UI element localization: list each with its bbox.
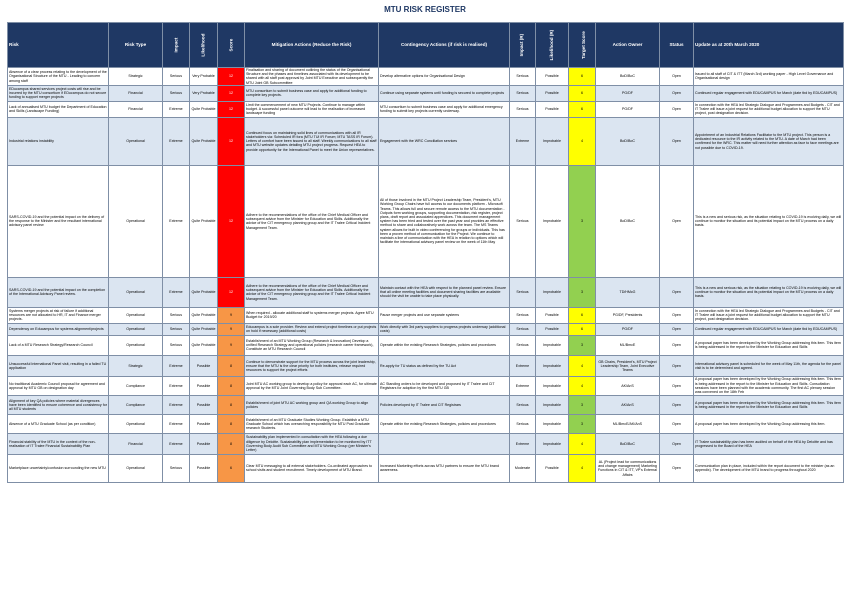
risk-cell: Lack of a MTU Research Strategy/Research Council <box>8 335 109 355</box>
impact-r-cell: Serious <box>510 414 536 433</box>
risk-cell: No traditional Academic Council proposal for agreement and approval by MTU GB on designation day <box>8 376 109 395</box>
impact-r-cell: Serious <box>510 307 536 323</box>
risk-cell: SARS-COVID-19 and the potential impact on the completion of the International Advisory Panel review. <box>8 277 109 307</box>
impact-r-cell: Extreme <box>510 117 536 165</box>
target-score-cell: 3 <box>569 335 596 355</box>
action-owner-cell: PG/DF <box>596 323 660 335</box>
target-score-cell: 3 <box>569 395 596 414</box>
target-score-cell: 6 <box>569 68 596 86</box>
action-owner-cell: GB Chairs, President's, MTU Project Leadership Team, Joint Executive Teams <box>596 355 660 376</box>
header-risk-type: Risk Type <box>109 23 163 68</box>
table-row <box>8 277 844 307</box>
action-owner-cell: AK/AnS <box>596 376 660 395</box>
risk-type-cell: Compliance <box>109 376 163 395</box>
contingency-cell: MTU consortium to submit business case and apply for additional emergency funding to submit key projects currently underway. <box>379 101 510 117</box>
action-owner-cell: BoD/BoC <box>596 433 660 454</box>
target-score-cell: 3 <box>569 414 596 433</box>
status-cell: Open <box>660 454 694 482</box>
risk-cell: Absence of a MTU Graduate School (as per condition) <box>8 414 109 433</box>
contingency-cell: Re-apply for TU status as defined by the TU Act <box>379 355 510 376</box>
update-cell: Continued regular engagement with EDUCAMPUS for March (date tbd by EDUCAMPUS) <box>694 85 844 101</box>
update-cell: Communication plan in place, included within the report document to the minister (as an appendix). The development of the MTU brand to progress throughout 2020 <box>694 454 844 482</box>
score-cell: 12 <box>218 277 245 307</box>
target-score-cell: 4 <box>569 433 596 454</box>
update-cell: Issued to all staff of CIT & ITT (March 3rd) working paper - High Level Governance and Organisational design <box>694 68 844 86</box>
target-score-cell: 3 <box>569 277 596 307</box>
likelihood-cell: Quite Probable <box>190 323 218 335</box>
risk-cell: EDucampus shared services project costs will rise and be incurred by the MTU consortium if EDucampus do not secure funding to support merger projects <box>8 85 109 101</box>
mitigation-cell: Establishment of an MTU Graduate Studies Working Group. Establish a MTU Graduate School which has overarching responsibility for MTU Post Graduate research Students. <box>245 414 379 433</box>
header-score: Score <box>218 23 245 68</box>
score-cell: 9 <box>218 335 245 355</box>
status-cell: Open <box>660 165 694 277</box>
target-score-cell: 4 <box>569 376 596 395</box>
risk-cell: SARS-COVID-19 and the potential impact on the delivery of the response to the Minister and the resultant international advisory panel review <box>8 165 109 277</box>
table-row <box>8 117 844 165</box>
risk-cell: Industrial relations instability <box>8 117 109 165</box>
likelihood-cell: Quite Probable <box>190 277 218 307</box>
action-owner-cell: TD/HMcG <box>596 277 660 307</box>
mitigation-cell: Continued focus on maintaining solid lines of communications with all IR stakeholders via: Scheduled IR fora (MTU TUI IR Forum; MTU TASS IR Forum). Letters of comfort have been issued to all staff. Weekly communications to all staff and MTU website updates detailing MTU project progress. Request HEA to provide opportunity for the International Panel to meet the Union representatives. <box>245 117 379 165</box>
risk-type-cell: Operational <box>109 454 163 482</box>
likelihood-r-cell: Possible <box>536 68 569 86</box>
likelihood-r-cell: Improbable <box>536 433 569 454</box>
risk-cell: Unsuccessful International Panel visit, resulting in a failed TU application <box>8 355 109 376</box>
mitigation-cell: MTU consortium to submit business case and apply for additional funding to complete key projects. <box>245 85 379 101</box>
update-cell: This is a new and serious risk, as the situation relating to COVID-19 is evolving daily, we will continue to monitor the situation and its potential impact on the MTU process on a daily basis. <box>694 277 844 307</box>
status-cell: Open <box>660 395 694 414</box>
status-cell: Open <box>660 335 694 355</box>
likelihood-cell: Possible <box>190 355 218 376</box>
contingency-cell: Operate within the existing Research Strategies, policies and procedures <box>379 414 510 433</box>
table-row <box>8 335 844 355</box>
status-cell: Open <box>660 433 694 454</box>
mitigation-cell: When required - allocate additional staff to systems merger projects. Agree MTU Budget for 2019/20 <box>245 307 379 323</box>
contingency-cell: Develop alternative options for Organisational Design <box>379 68 510 86</box>
action-owner-cell: PG/DF, Presidents <box>596 307 660 323</box>
score-cell: 12 <box>218 101 245 117</box>
action-owner-cell: BoD/BoC <box>596 68 660 86</box>
contingency-cell: AC Standing orders to be developed and proposed by IT Tralee and CIT Registrars for adoption by the first MTU GB <box>379 376 510 395</box>
action-owner-cell: ML/BmcE/AK/AnS <box>596 414 660 433</box>
risk-type-cell: Operational <box>109 165 163 277</box>
risk-cell: Systems merger projects at risk of failure if additional resources are not allocated to HR, IT and Finance merger projects. <box>8 307 109 323</box>
impact-cell: Extreme <box>163 277 190 307</box>
likelihood-r-cell: Possible <box>536 85 569 101</box>
likelihood-r-cell: Possible <box>536 101 569 117</box>
status-cell: Open <box>660 307 694 323</box>
likelihood-cell: Very Probable <box>190 68 218 86</box>
contingency-cell: Continue using separate systems until funding is secured to complete projects <box>379 85 510 101</box>
risk-register-table <box>7 22 844 483</box>
header-mitigation: Mitigation Actions (Reduce the Risk) <box>245 23 379 68</box>
score-cell: 8 <box>218 355 245 376</box>
likelihood-cell: Possible <box>190 395 218 414</box>
target-score-cell: 4 <box>569 454 596 482</box>
update-cell: A proposal paper has been developed by the Working Group addressing this item. This item is being addressed in the report to the Minister for Education and Skills <box>694 335 844 355</box>
status-cell: Open <box>660 277 694 307</box>
action-owner-cell: AL (Project lead for communications and change management) Marketing Functions in CIT & ITT, VP's External Affairs <box>596 454 660 482</box>
status-cell: Open <box>660 85 694 101</box>
impact-r-cell: Serious <box>510 335 536 355</box>
impact-cell: Extreme <box>163 395 190 414</box>
risk-type-cell: Operational <box>109 323 163 335</box>
header-impact-r: Impact (R) <box>510 23 536 68</box>
table-row <box>8 165 844 277</box>
status-cell: Open <box>660 355 694 376</box>
target-score-cell: 6 <box>569 101 596 117</box>
score-cell: 12 <box>218 68 245 86</box>
header-update: Update as at 20th March 2020 <box>694 23 844 68</box>
impact-r-cell: Serious <box>510 101 536 117</box>
impact-cell: Extreme <box>163 165 190 277</box>
mitigation-cell: Finalisation and sharing of document outlining the status of the Organisational Structure and the phases and timelines associated with its development to be shared with all staff post approval by Joint MTU Executive and subsequently the MTU Joint GB Subcommittee <box>245 68 379 86</box>
header-action-owner: Action Owner <box>596 23 660 68</box>
status-cell: Open <box>660 117 694 165</box>
update-cell: A proposal paper has been developed by the Working Group addressing this item. This item is being addressed in the report to the Minister for Education and Skills <box>694 395 844 414</box>
status-cell: Open <box>660 101 694 117</box>
risk-cell: Financial stability of the MTU in the context of the non-realisation of IT Tralee Financial Sustainability Plan <box>8 433 109 454</box>
mitigation-cell: Sustainability plan implemented in consultation with the HEA following a due diligence by Deloitte. Sustainability plan implementation to be monitored by ITT Governing Body Audit Sub Committee and MTU Working Group (per Minister's Letter) <box>245 433 379 454</box>
risk-type-cell: Operational <box>109 335 163 355</box>
mitigation-cell: Establishment of an MTU Working Group (Research & Innovation) Develop a unified Research Strategy and operational policies (research career framework), Constitute an MTU Research Council <box>245 335 379 355</box>
update-cell: A proposal paper has been developed by the Working Group addressing this item. <box>694 414 844 433</box>
action-owner-cell: ML/BmcE <box>596 335 660 355</box>
status-cell: Open <box>660 323 694 335</box>
contingency-cell <box>379 433 510 454</box>
likelihood-r-cell: Possible <box>536 307 569 323</box>
contingency-cell: Engagement with the WRC Conciliation services <box>379 117 510 165</box>
impact-r-cell: Extreme <box>510 433 536 454</box>
impact-cell: Extreme <box>163 101 190 117</box>
score-cell: 9 <box>218 307 245 323</box>
table-row <box>8 85 844 101</box>
contingency-cell: Increased Marketing efforts across MTU partners to ensure the MTU brand awareness. <box>379 454 510 482</box>
impact-cell: Serious <box>163 335 190 355</box>
score-cell: 8 <box>218 433 245 454</box>
update-cell: This is a new and serious risk, as the situation relating to COVID-19 is evolving daily, we will continue to monitor the situation and its potential impact on the MTU process on a daily basis. <box>694 165 844 277</box>
impact-r-cell: Serious <box>510 85 536 101</box>
impact-cell: Extreme <box>163 376 190 395</box>
likelihood-cell: Very Probable <box>190 85 218 101</box>
impact-cell: Serious <box>163 85 190 101</box>
risk-cell: Dependency on Educampus for systems alignment/projects <box>8 323 109 335</box>
risk-cell: Alignment of key QA policies where material divergences have been identified to ensure coherence and consistency for all MTU students <box>8 395 109 414</box>
likelihood-cell: Possible <box>190 376 218 395</box>
status-cell: Open <box>660 414 694 433</box>
impact-r-cell: Serious <box>510 323 536 335</box>
target-score-cell: 6 <box>569 85 596 101</box>
mitigation-cell: Clear MTU messaging to all external stakeholders. Co-ordinated approaches to school visits and student recruitment. Timely development of MTU Brand. <box>245 454 379 482</box>
target-score-cell: 3 <box>569 165 596 277</box>
likelihood-cell: Possible <box>190 433 218 454</box>
likelihood-r-cell: Possible <box>536 454 569 482</box>
risk-cell: Absence of a clear process relating to the development of the Organisational Structure of the MTU - Leading to concern among staff <box>8 68 109 86</box>
likelihood-cell: Possible <box>190 454 218 482</box>
target-score-cell: 4 <box>569 117 596 165</box>
likelihood-cell: Quite Probable <box>190 307 218 323</box>
update-cell: IT Tralee sustainability plan has been audited on behalf of the HEA by Deloitte and has progressed to the Board of the HEA <box>694 433 844 454</box>
mitigation-cell: Continue to demonstrate support for the MTU process across the joint leadership, ensure that the MTU is the clear priority for both institutes, release required resources to support the project efforts <box>245 355 379 376</box>
likelihood-r-cell: Improbable <box>536 117 569 165</box>
score-cell: 8 <box>218 395 245 414</box>
table-row <box>8 376 844 395</box>
likelihood-r-cell: Improbable <box>536 165 569 277</box>
risk-type-cell: Operational <box>109 277 163 307</box>
status-cell: Open <box>660 68 694 86</box>
impact-r-cell: Serious <box>510 68 536 86</box>
header-likelihood: Likelihood <box>190 23 218 68</box>
impact-cell: Serious <box>163 68 190 86</box>
risk-type-cell: Compliance <box>109 395 163 414</box>
action-owner-cell: BoD/BoC <box>596 165 660 277</box>
update-cell: Continued regular engagement with EDUCAMPUS for March (date tbd by EDUCAMPUS) <box>694 323 844 335</box>
table-row <box>8 68 844 86</box>
mitigation-cell: Adhere to the recommendations of the office of the Chief Medical Officer and subsequent advice from the Minister for Education and Skills. Additionally the advice of the CIT emergency planning group and the IT Tralee Critical Incident Management Team. <box>245 277 379 307</box>
action-owner-cell: AK/AnS <box>596 395 660 414</box>
score-cell: 6 <box>218 454 245 482</box>
likelihood-r-cell: Possible <box>536 323 569 335</box>
impact-r-cell: Moderate <box>510 454 536 482</box>
mitigation-cell: Establishment of joint MTU AC working group and QA working Group to align policies <box>245 395 379 414</box>
score-cell: 12 <box>218 85 245 101</box>
mitigation-cell: Joint MTU AC working group to develop a policy for approval each AC, for ultimate approval by the MTU Joint Governing Body Sub Committee. <box>245 376 379 395</box>
risk-type-cell: Operational <box>109 307 163 323</box>
contingency-cell: Pause merger projects and use separate systems <box>379 307 510 323</box>
update-cell: In connection with the HEA led Strategic Dialogue and Programmes and Budgets - CIT and IT Tralee will issue a joint request for additional budget allocation to support the MTU project, post designation decision. <box>694 307 844 323</box>
action-owner-cell: PG/DF <box>596 101 660 117</box>
table-row <box>8 414 844 433</box>
update-cell: International advisory panel is scheduled for the week of May 11th, the agenda for the panel visit is to be determined and agreed. <box>694 355 844 376</box>
risk-type-cell: Financial <box>109 101 163 117</box>
score-cell: 8 <box>218 414 245 433</box>
likelihood-r-cell: Improbable <box>536 414 569 433</box>
header-impact: Impact <box>163 23 190 68</box>
update-cell: A proposal paper has been developed by the Working Group addressing this item. This item is being addressed in the report to the Minister for Education and Skills. Consultation sessions have been planned with the academic community. The first AC plenary session was convened on the 18th Feb <box>694 376 844 395</box>
header-likelihood-r: Likelihood (R) <box>536 23 569 68</box>
score-cell: 12 <box>218 117 245 165</box>
action-owner-cell: BoD/BoC <box>596 117 660 165</box>
status-cell: Open <box>660 376 694 395</box>
likelihood-cell: Quite Probable <box>190 335 218 355</box>
table-row <box>8 355 844 376</box>
risk-type-cell: Strategic <box>109 355 163 376</box>
mitigation-cell: Adhere to the recommendations of the office of the Chief Medical Officer and subsequent advice from the Minister for Education and Skills. Additionally the advice of the CIT emergency planning group and the IT Tralee Critical Incident Management Team. <box>245 165 379 277</box>
contingency-cell: Maintain contact with the HEA with respect to the planned panel review. Ensure that all online meeting facilities and document sharing facilities are available should the visit be unable to take place physically. <box>379 277 510 307</box>
likelihood-r-cell: Improbable <box>536 277 569 307</box>
impact-r-cell: Serious <box>510 277 536 307</box>
impact-cell: Serious <box>163 454 190 482</box>
impact-cell: Extreme <box>163 414 190 433</box>
impact-r-cell: Serious <box>510 165 536 277</box>
update-cell: In connection with the HEA led Strategic Dialogue and Programmes and Budgets - CIT and IT Tralee will issue a joint request for additional budget allocation to support the MTU project, post designation decision. <box>694 101 844 117</box>
header-row <box>8 23 844 68</box>
table-row <box>8 323 844 335</box>
risk-type-cell: Financial <box>109 433 163 454</box>
impact-cell: Serious <box>163 323 190 335</box>
update-cell: Appointment of an Industrial Relations Facilitator to the MTU project. This person is a dedicated resource to the IR activity related to the MTU. A date of March had been confirmed for the WRC. This matter will need further attention as face to face meetings are not possible due to COVID-19. <box>694 117 844 165</box>
mitigation-cell: Limit the commencement of new MTU Projects. Continue to manage within budget. A successful panel outcome will lead to the realisation of increased landscape funding <box>245 101 379 117</box>
likelihood-r-cell: Improbable <box>536 335 569 355</box>
impact-cell: Serious <box>163 307 190 323</box>
risk-type-cell: Operational <box>109 117 163 165</box>
target-score-cell: 6 <box>569 307 596 323</box>
risk-cell: Lack of annualised MTU budget the Department of Education and Skills (Landscape Funding) <box>8 101 109 117</box>
risk-type-cell: Operational <box>109 414 163 433</box>
likelihood-r-cell: Improbable <box>536 376 569 395</box>
table-row <box>8 454 844 482</box>
likelihood-cell: Possible <box>190 414 218 433</box>
action-owner-cell: PG/DF <box>596 85 660 101</box>
impact-r-cell: Extreme <box>510 355 536 376</box>
table-row <box>8 433 844 454</box>
header-target-score: Target Score <box>569 23 596 68</box>
target-score-cell: 6 <box>569 323 596 335</box>
likelihood-r-cell: Improbable <box>536 355 569 376</box>
table-row <box>8 101 844 117</box>
risk-type-cell: Strategic <box>109 68 163 86</box>
header-contingency: Contingency Actions (if risk is realised) <box>379 23 510 68</box>
contingency-cell: Work directly with 3rd party suppliers to progress projects underway (additional costs) <box>379 323 510 335</box>
risk-type-cell: Financial <box>109 85 163 101</box>
likelihood-cell: Quite Probable <box>190 101 218 117</box>
likelihood-r-cell: Improbable <box>536 395 569 414</box>
table-row <box>8 307 844 323</box>
header-risk: Risk <box>8 23 109 68</box>
impact-cell: Extreme <box>163 433 190 454</box>
header-status: Status <box>660 23 694 68</box>
impact-cell: Extreme <box>163 355 190 376</box>
contingency-cell: Operate within the existing Research Strategies, policies and procedures <box>379 335 510 355</box>
likelihood-cell: Quite Probable <box>190 117 218 165</box>
contingency-cell: Policies developed by IT Tralee and CIT Registrars <box>379 395 510 414</box>
score-cell: 12 <box>218 165 245 277</box>
table-row <box>8 395 844 414</box>
likelihood-cell: Quite Probable <box>190 165 218 277</box>
impact-r-cell: Extreme <box>510 376 536 395</box>
risk-cell: Marketplace uncertainty/confusion surrounding the new MTU <box>8 454 109 482</box>
mitigation-cell: Educampus is a sole provider. Review and extend project timelines or put projects on hold if necessary (additional costs) <box>245 323 379 335</box>
score-cell: 8 <box>218 376 245 395</box>
page-title: MTU RISK REGISTER <box>384 5 466 14</box>
target-score-cell: 4 <box>569 355 596 376</box>
score-cell: 9 <box>218 323 245 335</box>
impact-cell: Extreme <box>163 117 190 165</box>
contingency-cell: All of those involved in the MTU Project Leadership Team, President's, MTU Working Group Chairs have full access to our documents platform - Microsoft Teams. This allows full and secure remote access to the MTU documentation - Outputs form working groups, supporting documentation, risk register, project plans, draft report and associated appendices. This document management system has been tried and tested over the past year and provides an effective method to share and collaboratively work across the team. The MS Teams system allows for built in video conferencing for groups or individuals. This has been a proven method of communication for the Project. We continue to maintain a line of communication with the HEA in relation to options which will facilitate the international advisory panel review on the week of 11th May <box>379 165 510 277</box>
impact-r-cell: Serious <box>510 395 536 414</box>
